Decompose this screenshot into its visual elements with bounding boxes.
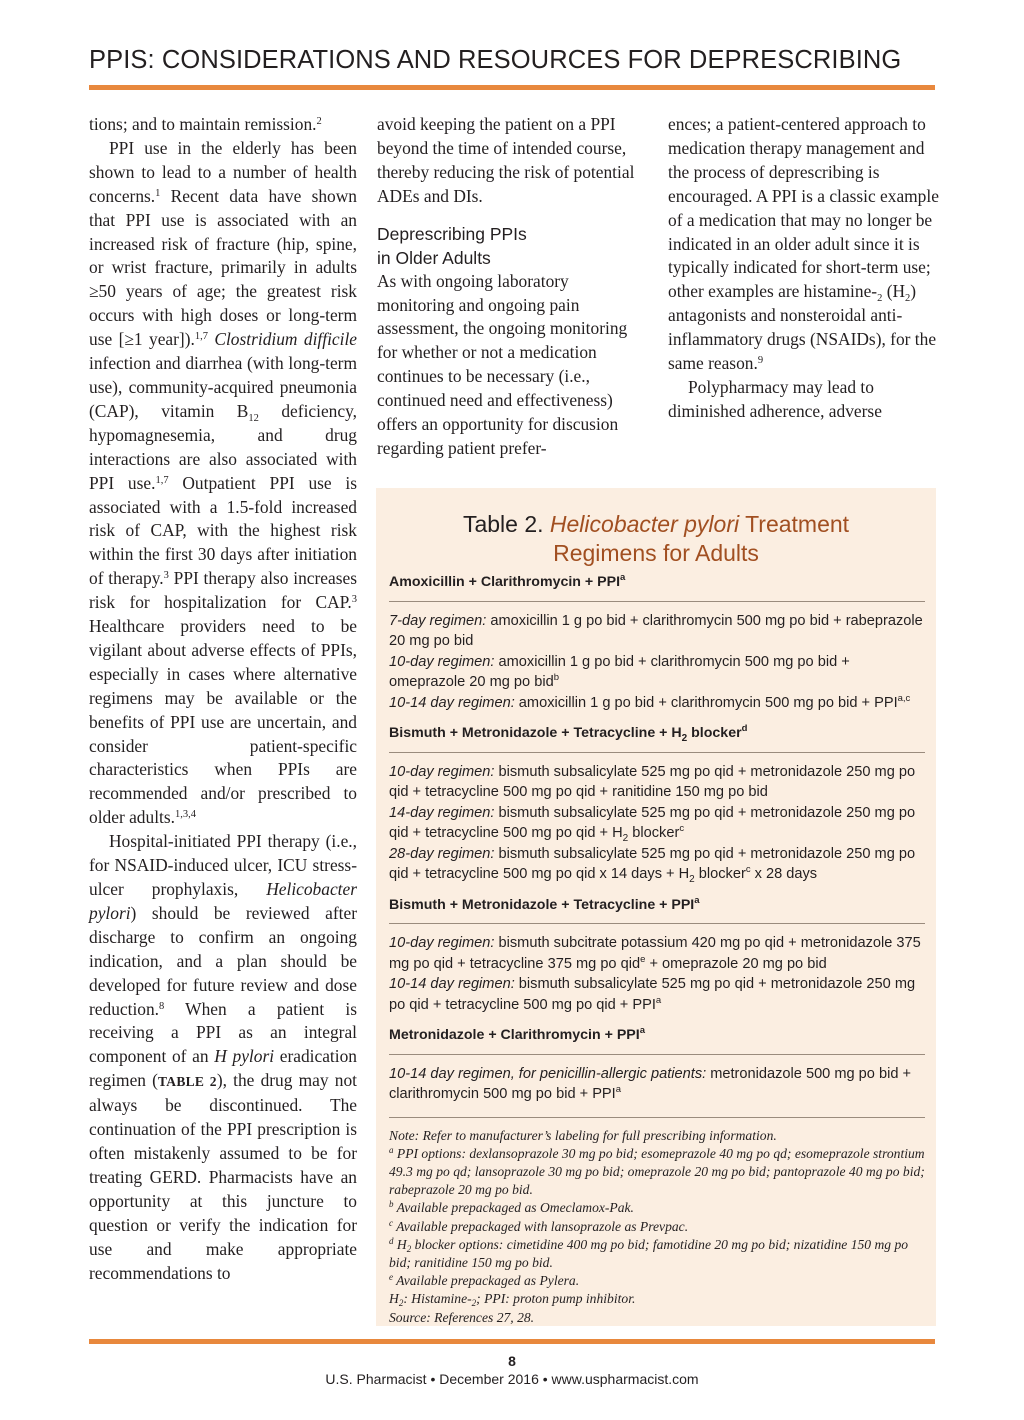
regimen-list — [389, 933, 925, 1015]
regimen-list — [389, 762, 925, 885]
paragraph: As with ongoing laboratory monitoring and ongoing pain assessment, the ongoing monitoring for whether or not a medication continues to be necessary (i.e., continued need and effectiveness) offers an opportunity for discusion regarding patient prefer- — [377, 270, 628, 458]
regimen-row: 10-day regimen: bismuth subcitrate potassium 420 mg po qid + metronidazole 375 mg po qid + tetracycline 375 mg po qid$^e$ + omeprazole 20 mg po bid — [389, 935, 921, 972]
body-column-1 — [89, 113, 357, 1285]
paragraph: Hospital-initiated PPI therapy (i.e., for NSAID-induced ulcer, ICU stress-ulcer prophylaxis, Helicobacter pylori) should be reviewed after discharge to confirm an ongoing indication, and a plan should be developed for future review and dose reduction.$^8$ When a patient is receiving a PPI as an integral component of an H pylori eradication regimen (TABLE 2), the drug may not always be discontinued. The continuation of the PPI prescription is often mistakenly assumed to be for treating GERD. Pharmacists have an opportunity at this juncture to question or verify the indication for use and make appropriate recommendations to — [89, 831, 357, 1283]
regimen-row: 7-day regimen: amoxicillin 1 g po bid + clarithromycin 500 mg po bid + rabeprazole 20 mg po bid — [389, 612, 923, 649]
regimen-group-header: Bismuth + Metronidazole + Tetracycline + $PPI^a$ — [389, 894, 700, 913]
paragraph: tions; and to maintain remission.$^2$ — [89, 114, 322, 134]
regimen-row: 28-day regimen: bismuth subsalicylate 525 mg po qid + metronidazole 250 mg po qid + tetracycline 500 mg po qid x 14 days + $H_2$ blocker$^c$ x 28 days — [389, 845, 916, 885]
divider — [389, 1117, 925, 1118]
regimen-row: 10-14 day regimen: amoxicillin 1 g po bid + clarithromycin 500 mg po bid + PPI$^{a,c}$ — [389, 692, 911, 711]
regimen-row: 14-day regimen: bismuth subsalicylate 525 mg po qid + metronidazole 250 mg po qid + tetracycline 500 mg po qid + $H_2$ blocker$^c$ — [389, 804, 916, 844]
footnote: Note: Refer to manufacturer’s labeling for full prescribing information. — [389, 1127, 777, 1143]
section-heading: Deprescribing PPIs in Older Adults — [377, 223, 527, 268]
table-body — [389, 572, 925, 1327]
header-rule — [89, 85, 935, 90]
table-title: Table 2. Helicobacter pylori Treatment Regimens for Adults — [462, 511, 850, 566]
regimen-group-header: Amoxicillin + Clarithromycin + $PPI^a$ — [389, 572, 626, 590]
regimen-group-header: Bismuth + Metronidazole + Tetracycline + $H_2$ blocker$^d$ — [389, 723, 748, 744]
paragraph: ences; a patient-centered approach to medication therapy management and the process of deprescribing is encouraged. A PPI is a classic example of a medication that may no longer be indicated in an older adult since it is typically indicated for short-term use; other examples are histamine-$_2$ $(H_2)$ antagonists and nonsteroidal anti-inflammatory drugs (NSAIDs), for the same reason.$^9$ — [668, 114, 939, 374]
divider — [389, 1054, 925, 1055]
footnote: $^b$ Available prepackaged as Omeclamox-Pak. — [389, 1199, 634, 1216]
footnote: $^d$ $H_2$ blocker options: cimetidine 400 mg po bid; famotidine 20 mg po bid; nizatidine 150 mg po bid; ranitidine 150 mg po bid. — [389, 1235, 909, 1270]
paragraph: PPI use in the elderly has been shown to lead to a number of health concerns.$^1$ Recent data have shown that PPI use is associated with an increased risk of fracture (hip, spine, or wrist fracture, primarily in adults ≥50 years of age; the greatest risk occurs with high doses or long-term use [≥1 year]).$^{1,7}$ Clostridium difficile infection and diarrhea (with long-term use), community-acquired pneumonia (CAP), vitamin $B_{12}$ deficiency, hypomagnesemia, and drug interactions are also associated with PPI use.$^{1,7}$ Outpatient PPI use is associated with a 1.5-fold increased risk of CAP, with the highest risk within the first 30 days after initiation of therapy.$^3$ PPI therapy also increases risk for hospitalization for CAP.$^3$ Healthcare providers need to be vigilant about adverse effects of PPIs, especially in cases where alternative regimens may be available or the benefits of PPI use are uncertain, and consider patient-specific characteristics when PPIs are recommended and/or prescribed to older adults.$^{1,3,4}$ — [89, 137, 358, 828]
paragraph: Polypharmacy may lead to diminished adherence, adverse — [668, 376, 882, 421]
footnote: $^c$ Available prepackaged with lansoprazole as Prevpac. — [389, 1217, 689, 1234]
page-number: 8 — [508, 1353, 516, 1369]
divider — [389, 752, 925, 753]
divider — [389, 601, 925, 602]
regimen-group-header: Metronidazole + Clarithromycin + $PPI^a$ — [389, 1025, 646, 1043]
paragraph: avoid keeping the patient on a PPI beyond the time of intended course, thereby reducing the risk of potential ADEs and DIs. — [377, 114, 635, 206]
footnote: $^e$ Available prepackaged as Pylera. — [389, 1272, 580, 1289]
body-column-3 — [668, 113, 940, 424]
regimen-row: 10-day regimen: bismuth subsalicylate 525 mg po qid + metronidazole 250 mg po qid + tetracycline 500 mg po qid + ranitidine 150 mg po bid — [389, 763, 916, 800]
footer-rule — [89, 1339, 935, 1344]
regimen-row: 10-14 day regimen: bismuth subsalicylate 525 mg po qid + metronidazole 250 mg po qid + tetracycline 500 mg po qid + $PPI^a$ — [389, 976, 916, 1013]
divider — [389, 923, 925, 924]
regimen-row: 10-day regimen: amoxicillin 1 g po bid + clarithromycin 500 mg po bid + omeprazole 20 mg po bid$^b$ — [389, 653, 850, 690]
regimen-list — [389, 611, 925, 714]
footnote: $H_2$: Histamine-$_2$; PPI: proton pump inhibitor. — [389, 1291, 636, 1309]
table-reference: TABLE 2 — [157, 1074, 217, 1090]
footnote: Source: References 27, 28. — [389, 1309, 535, 1325]
running-head: PPIS: CONSIDERATIONS AND RESOURCES FOR DEPRESCRIBING — [89, 46, 902, 74]
body-column-2 — [377, 113, 649, 461]
footer-line: U.S. Pharmacist • December 2016 • www.uspharmacist.com — [325, 1371, 699, 1387]
table-2-box — [376, 488, 936, 1326]
footnote: $^a$ PPI options: dexlansoprazole 30 mg po bid; esomeprazole 40 mg po qd; esomeprazole strontium 49.3 mg po qd; lansoprazole 30 mg po bid; omeprazole 20 mg po bid; pantoprazole 40 mg po bid; rabeprazole 20 mg po bid. — [389, 1144, 925, 1198]
table-footnotes — [389, 1127, 925, 1327]
regimen-row: 10-14 day regimen, for penicillin-allergic patients: metronidazole 500 mg po bid + clarithromycin 500 mg po bid + $PPI^a$ — [389, 1065, 912, 1102]
regimen-list — [389, 1064, 925, 1105]
